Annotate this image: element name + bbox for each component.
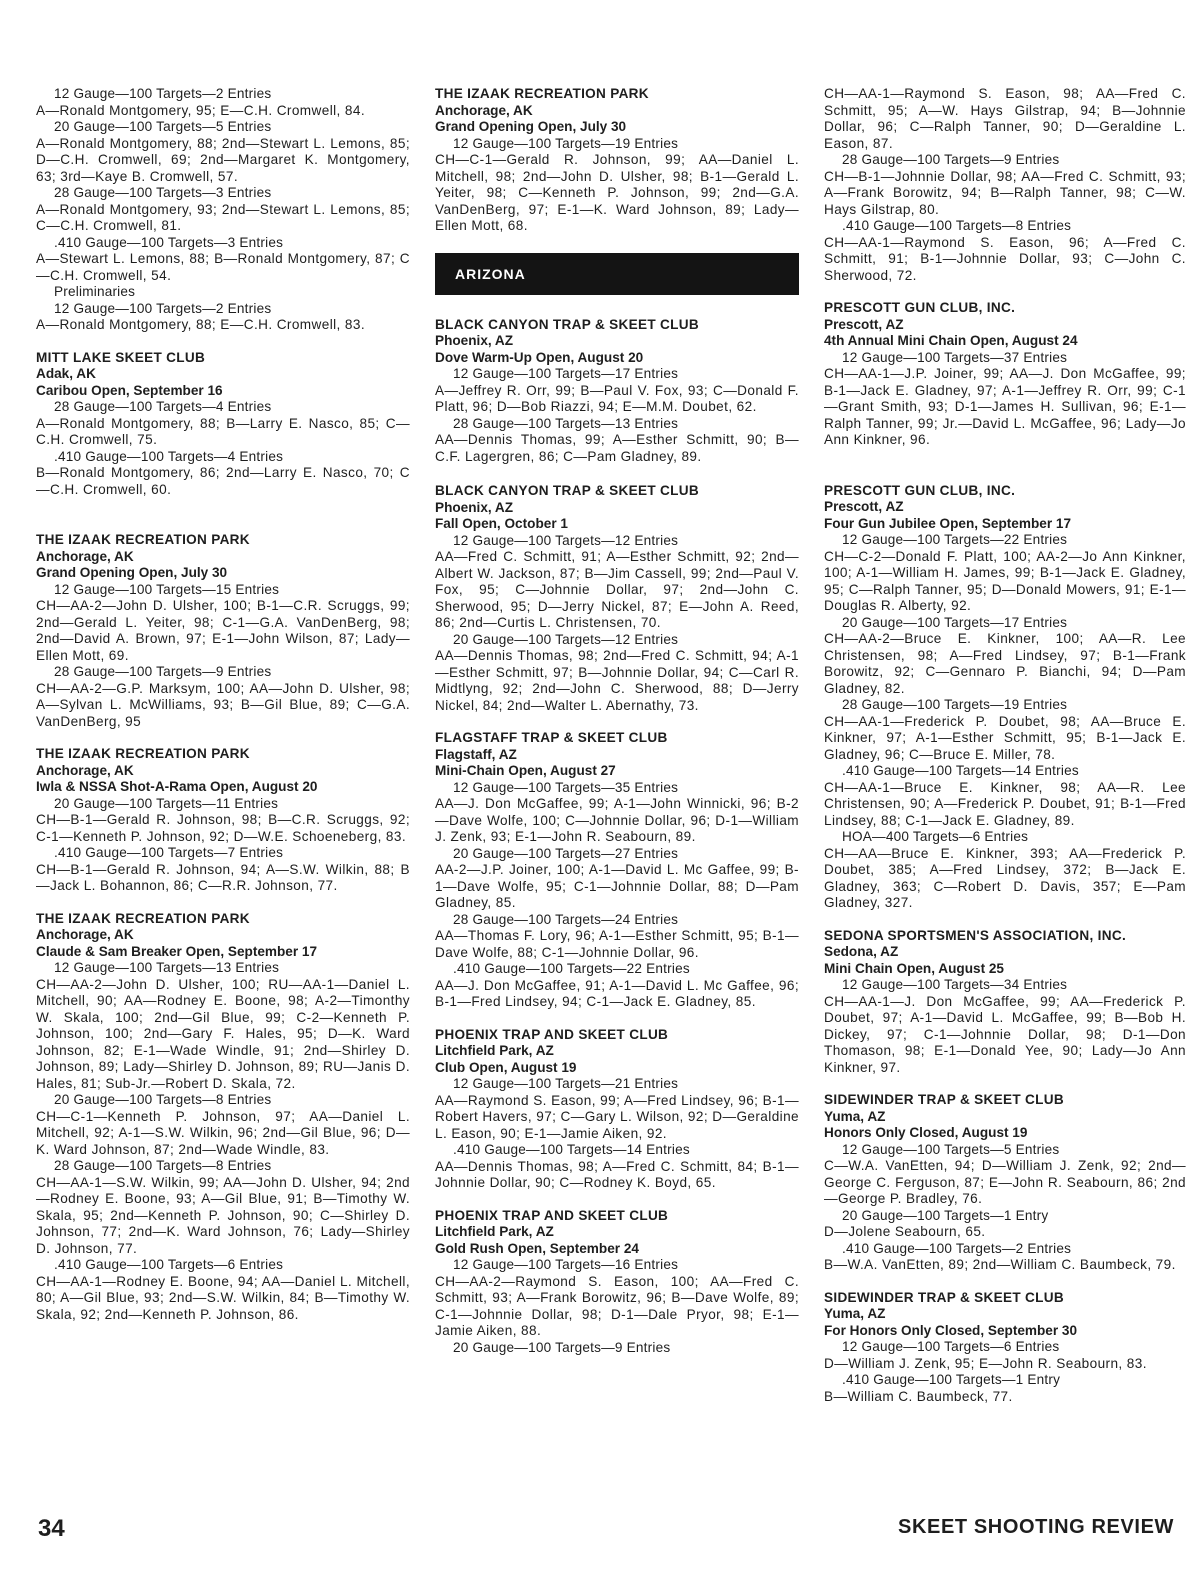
event-title: Grand Opening Open, July 30 <box>435 119 627 134</box>
event-header: Preliminaries <box>54 284 136 299</box>
event-header: 12 Gauge—100 Targets—12 Entries <box>453 532 679 548</box>
result-line: AA—Raymond S. Eason, 99; A—Fred Lindsey, 96; B-1—Robert Havers, 97; C—Gary L. Wilson, 92; D—Geraldine L. Eason, 90; E-1—Jamie Aiken, 92. <box>435 1092 799 1141</box>
club-location: Yuma, AZ <box>824 1108 886 1124</box>
result-line: CH—B-1—Gerald R. Johnson, 98; B—C.R. Scruggs, 92; C-1—Kenneth P. Johnson, 92; D—W.E. Schoeneberg, 83. <box>36 812 410 844</box>
club-location: Phoenix, AZ <box>435 333 514 348</box>
state-section <box>435 253 799 295</box>
club-location: Yuma, AZ <box>824 1306 886 1321</box>
event-title: Club Open, August 19 <box>435 1059 577 1075</box>
club-name: THE IZAAK RECREATION PARK <box>435 86 649 101</box>
event-title: Fall Open, October 1 <box>435 516 568 531</box>
event-header: 20 Gauge—100 Targets—9 Entries <box>453 1339 671 1355</box>
club-entry <box>435 730 799 1011</box>
club-entry <box>36 86 410 334</box>
event-header: 12 Gauge—100 Targets—35 Entries <box>453 779 679 795</box>
event-title: Caribou Open, September 16 <box>36 382 223 398</box>
result-line: CH—AA-2—Raymond S. Eason, 100; AA—Fred C. Schmitt, 93; A—Frank Borowitz, 96; B—Dave Wolfe, 89; C-1—Johnnie Dollar, 98; D-1—Dale Pryor, 98; E-1—Jamie Aiken, 88. <box>435 1273 799 1338</box>
result-line: A—Ronald Montgomery, 88; 2nd—Stewart L. Lemons, 85; D—C.H. Cromwell, 69; 2nd—Margaret K. Montgomery, 63; 3rd—Kaye B. Cromwell, 57. <box>36 135 410 184</box>
club-entry <box>824 1290 1186 1406</box>
column-1 <box>36 86 410 1323</box>
event-header: 20 Gauge—100 Targets—12 Entries <box>453 631 679 647</box>
event-header: 12 Gauge—100 Targets—21 Entries <box>453 1076 679 1091</box>
column-3 <box>824 86 1186 1405</box>
event-title: Mini-Chain Open, August 27 <box>435 763 616 778</box>
result-line: B—Ronald Montgomery, 86; 2nd—Larry E. Nasco, 70; C—C.H. Cromwell, 60. <box>36 465 410 497</box>
event-header: .410 Gauge—100 Targets—6 Entries <box>54 1257 284 1272</box>
club-name: PRESCOTT GUN CLUB, INC. <box>824 300 1016 315</box>
event-header: 20 Gauge—100 Targets—17 Entries <box>842 614 1068 630</box>
event-header: 20 Gauge—100 Targets—27 Entries <box>453 845 679 861</box>
column-2 <box>435 86 799 1356</box>
event-header: 12 Gauge—100 Targets—34 Entries <box>842 977 1068 992</box>
result-line: CH—AA-1—Raymond S. Eason, 96; A—Fred C. Schmitt, 91; B-1—Johnnie Dollar, 93; C—John C. Sherwood, 72. <box>824 234 1186 283</box>
club-name: THE IZAAK RECREATION PARK <box>36 910 250 926</box>
event-header: 12 Gauge—100 Targets—15 Entries <box>54 581 280 597</box>
event-header: 20 Gauge—100 Targets—11 Entries <box>54 795 279 811</box>
state-heading: ARIZONA <box>435 253 799 295</box>
club-location: Litchfield Park, AZ <box>435 1043 554 1058</box>
club-entry <box>435 483 799 714</box>
club-entry <box>36 532 410 730</box>
result-line: A—Stewart L. Lemons, 88; B—Ronald Montgomery, 87; C—C.H. Cromwell, 54. <box>36 251 410 283</box>
event-header: 20 Gauge—100 Targets—1 Entry <box>842 1207 1049 1223</box>
result-line: CH—C-1—Kenneth P. Johnson, 97; AA—Daniel L. Mitchell, 92; A-1—S.W. Wilkin, 96; 2nd—Gil Blue, 96; D—K. Ward Johnson, 87; 2nd—Wade Windle, 83. <box>36 1108 410 1157</box>
club-entry <box>824 1092 1186 1274</box>
event-title: Honors Only Closed, August 19 <box>824 1125 1028 1140</box>
result-line: A—Ronald Montgomery, 93; 2nd—Stewart L. Lemons, 85; C—C.H. Cromwell, 81. <box>36 201 410 233</box>
club-location: Prescott, AZ <box>824 316 904 332</box>
club-name: PHOENIX TRAP AND SKEET CLUB <box>435 1207 669 1223</box>
result-line: CH—B-1—Gerald R. Johnson, 94; A—S.W. Wilkin, 88; B—Jack L. Bohannon, 86; C—R.R. Johnson, 77. <box>36 861 410 893</box>
club-entry <box>36 911 410 1324</box>
result-line: AA—Dennis Thomas, 98; 2nd—Fred C. Schmitt, 94; A-1—Esther Schmitt, 97; B—Johnnie Dollar, 94; C—Carl R. Midtlyng, 92; 2nd—John C. Sherwood, 88; D—Jerry Nickel, 84; 2nd—Walter L. Abernathy, 73. <box>435 648 799 713</box>
event-header: 12 Gauge—100 Targets—2 Entries <box>54 86 272 101</box>
event-header: HOA—400 Targets—6 Entries <box>842 829 1029 844</box>
result-line: D—William J. Zenk, 95; E—John R. Seabourn, 83. <box>824 1355 1147 1371</box>
club-location: Litchfield Park, AZ <box>435 1224 554 1239</box>
club-entry <box>36 746 410 895</box>
result-line: A—Jeffrey R. Orr, 99; B—Paul V. Fox, 93; C—Donald F. Platt, 96; D—Bob Riazzi, 94; E—M.M. Doubet, 62. <box>435 382 799 414</box>
club-location: Anchorage, AK <box>36 762 134 778</box>
event-header: .410 Gauge—100 Targets—14 Entries <box>453 1142 690 1157</box>
event-title: Claude & Sam Breaker Open, September 17 <box>36 943 318 959</box>
result-line: AA-2—J.P. Joiner, 100; A-1—David L. Mc Gaffee, 99; B-1—Dave Wolfe, 95; C-1—Johnnie Dollar, 88; D—Pam Gladney, 85. <box>435 862 799 910</box>
result-line: CH—C-2—Donald F. Platt, 100; AA-2—Jo Ann Kinkner, 100; A-1—William H. James, 99; B-1—Jack E. Gladney, 95; C—Ralph Tanner, 95; D—Donald Mowers, 91; E-1—Douglas R. Alberty, 92. <box>824 548 1186 613</box>
result-line: AA—Fred C. Schmitt, 91; A—Esther Schmitt, 92; 2nd—Albert W. Jackson, 87; B—Jim Cassell, 99; 2nd—Paul V. Fox, 95; C—Johnnie Dollar, 97; 2nd—John C. Sherwood, 95; D—Jerry Nickel, 87; E—John A. Reed, 86; 2nd—Curtis L. Christensen, 70. <box>435 549 799 630</box>
event-title: 4th Annual Mini Chain Open, August 24 <box>824 333 1078 348</box>
result-line: AA—Dennis Thomas, 98; A—Fred C. Schmitt, 84; B-1—Johnnie Dollar, 90; C—Rodney K. Boyd, 65. <box>435 1158 799 1190</box>
result-line: CH—AA-1—Rodney E. Boone, 94; AA—Daniel L. Mitchell, 80; A—Gil Blue, 93; 2nd—S.W. Wilkin, 84; B—Timothy W. Skala, 92; 2nd—Kenneth P. Johnson, 86. <box>36 1273 410 1322</box>
result-line: AA—Thomas F. Lory, 96; A-1—Esther Schmitt, 95; B-1—Dave Wolfe, 88; C-1—Johnnie Dollar, 96. <box>435 928 799 960</box>
event-header: .410 Gauge—100 Targets—3 Entries <box>54 234 284 250</box>
event-header: 28 Gauge—100 Targets—4 Entries <box>54 399 272 414</box>
result-line: CH—C-1—Gerald R. Johnson, 99; AA—Daniel L. Mitchell, 98; 2nd—John D. Ulsher, 98; B-1—Gerald L. Yeiter, 98; C—Kenneth P. Johnson, 99; 2nd—G.A. VanDenBerg, 97; E-1—K. Ward Johnson, 89; Lady—Ellen Mott, 68. <box>435 152 799 233</box>
club-location: Adak, AK <box>36 366 96 381</box>
result-line: CH—AA-1—Bruce E. Kinkner, 98; AA—R. Lee Christensen, 90; A—Frederick P. Doubet, 91; B-1—Fred Lindsey, 88; C-1—Jack E. Gladney, 89. <box>824 779 1186 828</box>
club-entry <box>435 317 799 466</box>
club-name: FLAGSTAFF TRAP & SKEET CLUB <box>435 730 668 745</box>
event-header: .410 Gauge—100 Targets—4 Entries <box>54 448 284 464</box>
event-header: 12 Gauge—100 Targets—6 Entries <box>842 1339 1060 1354</box>
result-line: AA—J. Don McGaffee, 99; A-1—John Winnicki, 96; B-2—Dave Wolfe, 100; C—Johnnie Dollar, 96; D-1—William J. Zenk, 93; E-1—John R. Seabourn, 89. <box>435 796 799 844</box>
club-name: SEDONA SPORTSMEN'S ASSOCIATION, INC. <box>824 927 1127 943</box>
event-header: .410 Gauge—100 Targets—7 Entries <box>54 845 284 860</box>
event-header: 28 Gauge—100 Targets—19 Entries <box>842 697 1068 712</box>
club-name: THE IZAAK RECREATION PARK <box>36 532 250 547</box>
event-header: 12 Gauge—100 Targets—2 Entries <box>54 300 272 316</box>
event-header: 12 Gauge—100 Targets—17 Entries <box>453 366 679 381</box>
event-header: .410 Gauge—100 Targets—1 Entry <box>842 1372 1061 1387</box>
event-title: Mini Chain Open, August 25 <box>824 960 1004 976</box>
club-location: Anchorage, AK <box>435 102 533 118</box>
club-location: Prescott, AZ <box>824 499 904 514</box>
club-name: BLACK CANYON TRAP & SKEET CLUB <box>435 483 700 498</box>
event-title: Dove Warm-Up Open, August 20 <box>435 349 644 365</box>
event-header: 28 Gauge—100 Targets—9 Entries <box>54 664 272 679</box>
club-name: SIDEWINDER TRAP & SKEET CLUB <box>824 1092 1065 1107</box>
event-title: Gold Rush Open, September 24 <box>435 1240 639 1256</box>
club-name: SIDEWINDER TRAP & SKEET CLUB <box>824 1289 1065 1305</box>
club-name: PRESCOTT GUN CLUB, INC. <box>824 482 1016 498</box>
event-header: 28 Gauge—100 Targets—24 Entries <box>453 911 679 927</box>
event-header: 12 Gauge—100 Targets—22 Entries <box>842 532 1068 547</box>
event-header: 28 Gauge—100 Targets—3 Entries <box>54 185 272 200</box>
result-line: D—Jolene Seabourn, 65. <box>824 1224 986 1239</box>
event-header: 20 Gauge—100 Targets—8 Entries <box>54 1092 272 1107</box>
result-line: CH—B-1—Johnnie Dollar, 98; AA—Fred C. Schmitt, 93; A—Frank Borowitz, 94; B—Ralph Tanner, 98; C—W. Hays Gilstrap, 80. <box>824 168 1186 217</box>
club-entry <box>824 483 1186 912</box>
result-line: CH—AA-1—S.W. Wilkin, 99; AA—John D. Ulsher, 94; 2nd—Rodney E. Boone, 93; A—Gil Blue, 91; B—Timothy W. Skala, 95; 2nd—Kenneth P. Johnson, 90; C—Shirley D. Johnson, 77; 2nd—K. Ward Johnson, 76; Lady—Shirley D. Johnson, 77. <box>36 1174 410 1256</box>
result-line: C—W.A. VanEtten, 94; D—William J. Zenk, 92; 2nd—George C. Ferguson, 87; E—John R. Seabourn, 86; 2nd—George P. Bradley, 76. <box>824 1158 1186 1206</box>
event-header: .410 Gauge—100 Targets—22 Entries <box>453 961 690 976</box>
club-name: THE IZAAK RECREATION PARK <box>36 746 250 761</box>
event-header: 12 Gauge—100 Targets—37 Entries <box>842 349 1068 365</box>
result-line: CH—AA-1—J. Don McGaffee, 99; AA—Frederick P. Doubet, 97; A-1—David L. McGaffee, 99; B—Bob H. Dickey, 97; C-1—Johnnie Dollar, 98; D-1—Don Thomason, 98; E-1—Donald Yee, 90; Lady—Jo Ann Kinkner, 97. <box>824 993 1186 1075</box>
event-header: 28 Gauge—100 Targets—8 Entries <box>54 1158 272 1173</box>
event-header: 20 Gauge—100 Targets—5 Entries <box>54 119 272 134</box>
event-header: 28 Gauge—100 Targets—13 Entries <box>453 415 679 431</box>
result-line: B—William C. Baumbeck, 77. <box>824 1388 1013 1404</box>
event-header: 12 Gauge—100 Targets—5 Entries <box>842 1141 1060 1157</box>
result-line: CH—AA-1—Raymond S. Eason, 98; AA—Fred C. Schmitt, 95; A—W. Hays Gilstrap, 94; B—Johnnie Dollar, 96; C—Ralph Tanner, 90; D—Geraldine L. Eason, 87. <box>824 86 1186 151</box>
club-entry <box>824 300 1186 449</box>
result-line: CH—AA-2—John D. Ulsher, 100; B-1—C.R. Scruggs, 99; 2nd—Gerald L. Yeiter, 98; C-1—G.A. VanDenBerg, 98; 2nd—David A. Brown, 97; E-1—John Wilson, 87; Lady—Ellen Mott, 69. <box>36 598 410 663</box>
club-name: BLACK CANYON TRAP & SKEET CLUB <box>435 316 700 332</box>
result-line: A—Ronald Montgomery, 88; E—C.H. Cromwell, 83. <box>36 317 366 332</box>
result-line: CH—AA-2—Bruce E. Kinkner, 100; AA—R. Lee Christensen, 98; A—Fred Lindsey, 97; B-1—Frank Borowitz, 92; C—Gennaro P. Bianchi, 94; D—Pam Gladney, 82. <box>824 631 1186 696</box>
club-location: Sedona, AZ <box>824 944 899 959</box>
event-header: 12 Gauge—100 Targets—13 Entries <box>54 960 280 975</box>
result-line: CH—AA-2—G.P. Marksym, 100; AA—John D. Ulsher, 98; A—Sylvan L. McWilliams, 93; B—Gil Blue, 89; C—G.A. VanDenBerg, 95 <box>36 680 410 729</box>
event-title: Four Gun Jubilee Open, September 17 <box>824 515 1072 531</box>
event-header: 28 Gauge—100 Targets—9 Entries <box>842 152 1060 167</box>
event-header: .410 Gauge—100 Targets—14 Entries <box>842 763 1079 778</box>
event-header: 12 Gauge—100 Targets—16 Entries <box>453 1257 679 1272</box>
result-line: CH—AA-1—J.P. Joiner, 99; AA—J. Don McGaffee, 99; B-1—Jack E. Gladney, 97; A-1—Jeffrey R. Orr, 99; C-1—Grant Smith, 93; D-1—James H. Sullivan, 96; E-1—Ralph Tanner, 99; Jr.—David L. McGaffee, 96; Lady—Jo Ann Kinkner, 96. <box>824 366 1186 447</box>
club-location: Anchorage, AK <box>36 927 134 942</box>
event-title: Grand Opening Open, July 30 <box>36 565 228 580</box>
event-header: .410 Gauge—100 Targets—2 Entries <box>842 1240 1072 1256</box>
club-location: Flagstaff, AZ <box>435 746 517 762</box>
club-entry <box>36 350 410 499</box>
club-name: MITT LAKE SKEET CLUB <box>36 349 206 365</box>
result-line: A—Ronald Montgomery, 88; B—Larry E. Nasco, 85; C—C.H. Cromwell, 75. <box>36 415 410 447</box>
result-line: CH—AA-1—Frederick P. Doubet, 98; AA—Bruce E. Kinkner, 97; A-1—Esther Schmitt, 95; B-1—Jack E. Gladney, 96; C—Bruce E. Miller, 78. <box>824 713 1186 762</box>
club-entry <box>435 1208 799 1357</box>
event-title: For Honors Only Closed, September 30 <box>824 1322 1078 1338</box>
event-header: 12 Gauge—100 Targets—19 Entries <box>453 135 679 151</box>
club-location: Phoenix, AZ <box>435 499 514 515</box>
club-entry <box>824 86 1186 284</box>
result-line: A—Ronald Montgomery, 95; E—C.H. Cromwell, 84. <box>36 102 366 118</box>
club-entry <box>824 928 1186 1077</box>
club-entry <box>435 86 799 235</box>
club-entry <box>435 1027 799 1192</box>
event-header: .410 Gauge—100 Targets—8 Entries <box>842 218 1072 233</box>
result-line: AA—Dennis Thomas, 99; A—Esther Schmitt, 90; B—C.F. Lagergren, 86; C—Pam Gladney, 89. <box>435 432 799 464</box>
page-number: 34 <box>38 1515 65 1542</box>
event-title: Iwla & NSSA Shot-A-Rama Open, August 20 <box>36 779 318 794</box>
club-location: Anchorage, AK <box>36 548 134 564</box>
result-line: CH—AA-2—John D. Ulsher, 100; RU—AA-1—Daniel L. Mitchell, 90; AA—Rodney E. Boone, 98; A-2—Timonthy W. Skala, 100; 2nd—Gil Blue, 99; C-2—Kenneth P. Johnson, 100; 2nd—Gary F. Hales, 95; D—K. Ward Johnson, 82; E-1—Wade Windle, 91; 2nd—Shirley D. Johnson, 89; Lady—Shirley D. Johnson, 89; RU—Janis D. Hales, 81; Sub-Jr.—Robert D. Skala, 72. <box>36 976 410 1091</box>
result-line: B—W.A. VanEtten, 89; 2nd—William C. Baumbeck, 79. <box>824 1257 1176 1272</box>
result-line: AA—J. Don McGaffee, 91; A-1—David L. Mc Gaffee, 96; B-1—Fred Lindsey, 94; C-1—Jack E. Gladney, 85. <box>435 977 799 1009</box>
club-name: PHOENIX TRAP AND SKEET CLUB <box>435 1026 669 1042</box>
magazine-title: SKEET SHOOTING REVIEW <box>898 1516 1174 1538</box>
result-line: CH—AA—Bruce E. Kinkner, 393; AA—Frederick P. Doubet, 385; A—Fred Lindsey, 372; B—Jack E. Gladney, 363; C—Robert D. Davis, 357; E—Pam Gladney, 327. <box>824 845 1186 910</box>
